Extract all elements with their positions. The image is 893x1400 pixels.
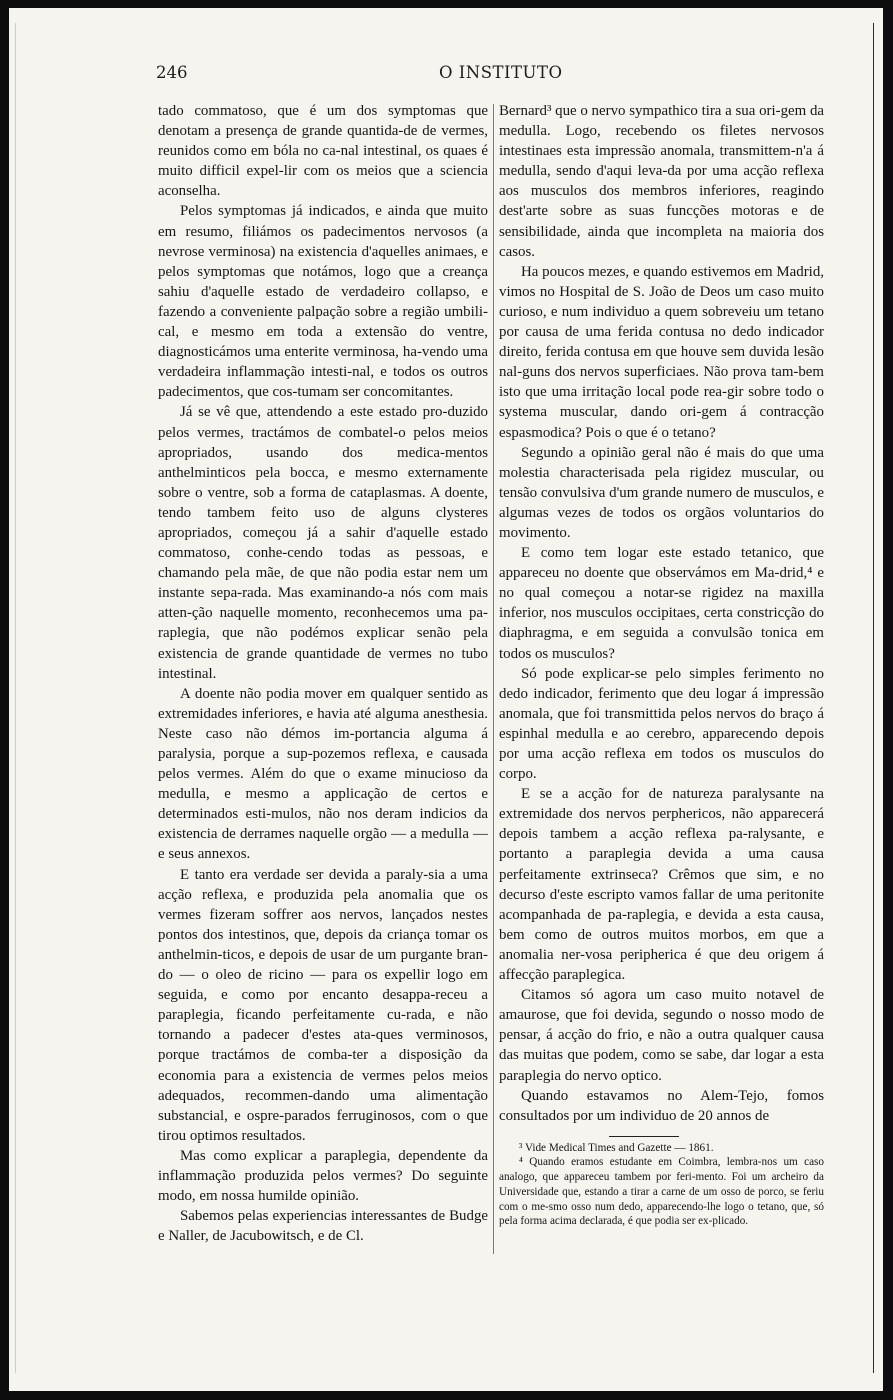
paragraph: A doente não podia mover em qualquer sentido as extremidades inferiores, e havia até alguma anesthesia. Neste caso não démos im-portancia alguma á paralysia, porque a sup-pozemos reflexa, e causada pelos vermes. Além do que o exame minucioso da medulla, e mesmo a applicação de certos e determinados esti-mulos, não nos deram indicios da existencia de derrames naquelle orgão — a medulla — e seus annexos. — [158, 685, 488, 863]
paragraph: E se a acção for de natureza paralysante na extremidade dos nervos perphericos, não apparecerá depois tambem a acção reflexa pa-ralysante, e portanto a paraplegia devida a uma causa perfeitamente extrinseca? Crêmos que sim, e no decurso d'este escripto vamos fallar de uma peritonite acompanhada de pa-raplegia, e devida a esta causa, bem como de outros muitos morbos, em que a anomalia ner-vosa peripherica é que deu origem á affecção paraplegica. — [499, 786, 824, 984]
left-edge-rule — [15, 23, 16, 1373]
paragraph: Segundo a opinião geral não é mais do que uma molestia characterisada pela rigidez muscular, ou tensão convulsiva d'um grande numero de musculos, e algumas vezes de todos os orgãos voluntarios do movimento. — [499, 444, 824, 541]
paragraph: Citamos só agora um caso muito notavel de amaurose, que foi devida, segundo o nosso modo de pensar, á acção do frio, e não a outra qualquer causa das muitas que podem, como se sabe, dar logar a esta paraplegia do nervo optico. — [499, 987, 824, 1084]
paragraph: Bernard³ que o nervo sympathico tira a sua ori-gem da medulla. Logo, recebendo os filetes nervosos intestinaes esta impressão anomala, transmittem-n'a á medulla, sendo d'aqui leva-da por uma acção reflexa aos musculos dos membros inferiores, reagindo dest'arte sobre as suas funcções motoras e de sensibilidade, ainda que incompleta na maioria dos casos. — [499, 103, 824, 260]
page-header — [9, 63, 883, 89]
running-title: O INSTITUTO — [439, 63, 563, 82]
right-column — [499, 101, 824, 1381]
right-edge-rule — [873, 23, 874, 1373]
column-divider — [493, 104, 494, 1254]
paragraph: Pelos symptomas já indicados, e ainda que muito em resumo, filiámos os padecimentos nervosos (a nevrose verminosa) na existencia d'aquelles animaes, e pelos symptomas que notámos, logo que a creança sahiu d'aquelle estado de verdadeiro collapso, e fazendo a conveniente palpação sobre a região umbili-cal, e mesmo em toda a extensão do ventre, diagnosticámos uma enterite verminosa, ha-vendo uma verdadeira inflammação intesti-nal, e todos os outros padecimentos, que cos-tumam ser concomitantes. — [158, 203, 488, 401]
footnote: ⁴ Quando eramos estudante em Coimbra, lembra-nos um caso analogo, que appareceu tambem por feri-mento. Foi um archeiro da Universidade que, estando a tirar a carne de um osso de porco, se feriu com o me-smo osso num dedo, apparecendo-lhe logo o tetano, que, só pela forma acima declarada, é que podia ser ex-plicado. — [499, 1156, 824, 1228]
left-column — [158, 101, 488, 1381]
page — [9, 8, 883, 1391]
paragraph: Ha poucos mezes, e quando estivemos em Madrid, vimos no Hospital de S. João de Deos um caso muito curioso, e num individuo a quem sobreveiu um tetano por causa de uma ferida contusa no dedo indicador direito, ferida contusa em que houve sem duvida lesão nal-guns dos nervos superficiaes. Não prova tam-bem isto que uma irritação local pode rea-gir sobre todo o systema muscular, dando ori-gem á contracção espasmodica? Pois o que é o tetano? — [499, 263, 824, 441]
paragraph: Mas como explicar a paraplegia, dependente da inflammação produzida pelos vermes? Do seguinte modo, em nossa humilde opinião. — [158, 1147, 488, 1205]
paragraph: Só pode explicar-se pelo simples ferimento no dedo indicador, ferimento que deu logar á impressão anomala, que foi transmittida pelos nervos do braço á espinhal medulla e ao cerebro, apparecendo depois por uma acção reflexa em todos os musculos do corpo. — [499, 665, 824, 783]
paragraph: Sabemos pelas experiencias interessantes de Budge e Naller, de Jacubowitsch, e de Cl. — [158, 1208, 488, 1245]
footnote: ³ Vide Medical Times and Gazette — 1861. — [519, 1141, 714, 1154]
paragraph: E tanto era verdade ser devida a paraly-sia a uma acção reflexa, e produzida pela anomalia que os vermes fizeram soffrer aos nervos, lançados nestes pontos dos intestinos, que, depois da criança tomar os anthelmin-ticos, e depois de usar de um purgante bran-do — o oleo de ricino — para os expellir logo em seguida, e como por encanto desappa-receu a paraplegia, ficando perfeitamente cu-rada, e não tornando a padecer d'estes ata-ques verminosos, porque tractámos de comba-ter a disposição da economia para a existencia de vermes pelos meios adequados, recommen-dando uma alimentação substancial, e ospre-parados ferruginosos, com o que tirou optimos resultados. — [158, 866, 488, 1144]
paragraph: Quando estavamos no Alem-Tejo, fomos consultados por um individuo de 20 annos de — [499, 1087, 824, 1124]
footnote-rule — [609, 1136, 679, 1137]
paragraph: E como tem logar este estado tetanico, que appareceu no doente que observámos em Ma-drid,⁴ e no qual começou a notar-se rigidez na maxilla inferior, nos musculos occipitaes, certa constricção do diaphragma, e em seguida a convulsão tonica em todos os musculos? — [499, 545, 824, 662]
page-number: 246 — [156, 63, 188, 82]
paragraph: Já se vê que, attendendo a este estado pro-duzido pelos vermes, tractámos de combatel-o pelos meios apropriados, usando dos medica-mentos anthelminticos pela bocca, e mesmo externamente sobre o ventre, sob a forma de cataplasmas. A doente, tendo tambem feito uso de alguns clysteres apropriados, começou já a sahir d'aquelle estado commatoso, conhe-cendo todas as pessoas, e chamando pela mãe, de que não podia estar nem um instante sepa-rada. Mas examinando-a nós com mais atten-ção naquelle momento, reconhecemos uma pa-raplegia, que não podémos explicar senão pela existencia de grande quantidade de vermes no tubo intestinal. — [158, 404, 488, 682]
paragraph: tado commatoso, que é um dos symptomas que denotam a presença de grande quantida-de de vermes, reunidos como em bóla no ca-nal intestinal, os quaes é muito difficil expel-lir com os meios que a sciencia aconselha. — [158, 103, 488, 200]
